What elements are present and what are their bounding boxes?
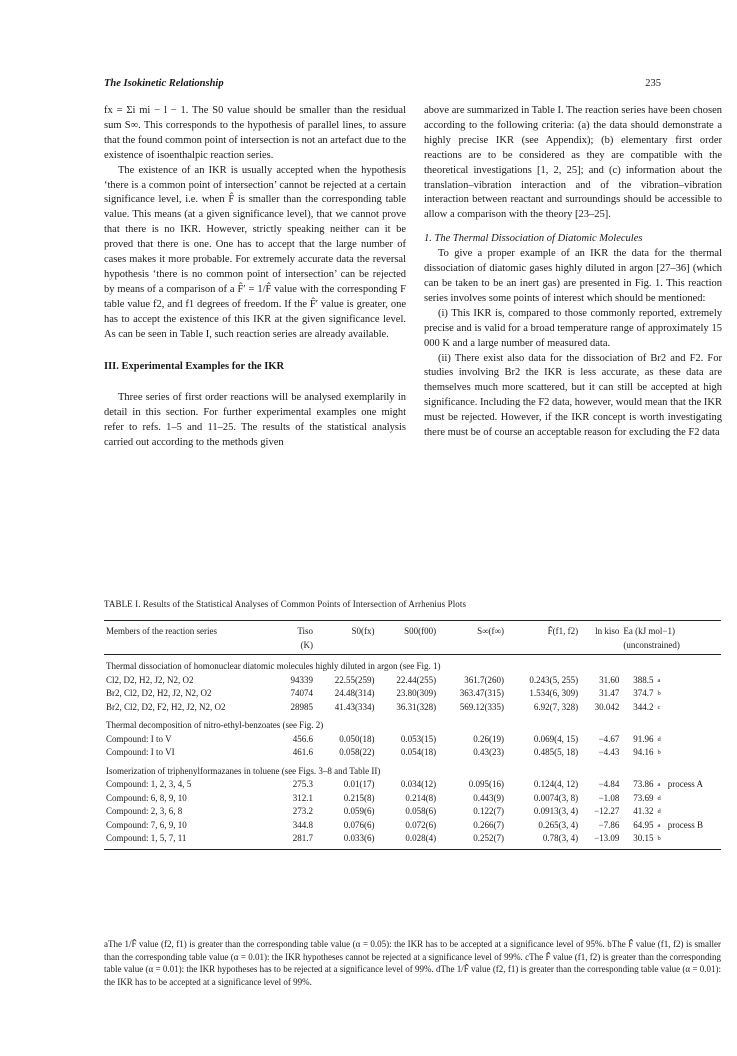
- cell-s0: 24.48(314): [334, 688, 375, 698]
- table-group-title: Thermal decomposition of nitro-ethyl-benzoates (see Fig. 2): [106, 720, 324, 730]
- cell-ea: 344.2: [633, 701, 654, 712]
- cell-side: [666, 832, 721, 849]
- cell-ea: 64.95: [633, 819, 654, 830]
- cell-ea: 41.32: [633, 806, 654, 816]
- paragraph: (i) This IKR is, compared to those commonly reported, extremely precise and is valid for a broad temperature range of approximately 15 000 K and a large number of measured data.: [424, 307, 722, 349]
- col-header-s00: S00(f00): [377, 621, 439, 639]
- table-body: [104, 655, 721, 850]
- running-title: The Isokinetic Relationship: [104, 78, 224, 89]
- cell-members: Compound: I to V: [106, 733, 172, 744]
- cell-note: a: [657, 676, 661, 684]
- cell-fhat: 0.78(3, 4): [506, 832, 580, 849]
- cell-tiso: 461.6: [292, 747, 314, 757]
- table-row: [104, 733, 721, 747]
- cell-lnk: 31.47: [599, 688, 620, 698]
- paragraph: (ii) There exist also data for the dissociation of Br2 and F2. For studies involving Br2 the IKR is less accurate, as these data are themselves much more scattered, but it can still be accepted at high significance. Including the F2 data, however, would mean that the IKR must be rejected. However, if the IKR concept is worth investigating there must be of course an acceptable reason for excluding the F2 data: [424, 352, 722, 439]
- cell-s00: 0.034(12): [400, 779, 437, 789]
- cell-tiso: 456.6: [292, 733, 314, 744]
- cell-side: process B: [667, 819, 703, 830]
- cell-note: b: [657, 690, 661, 697]
- cell-sinf: 0.43(23): [473, 747, 504, 757]
- cell-s0: 0.076(6): [343, 819, 375, 830]
- cell-members: Compound: I to VI: [106, 747, 175, 757]
- cell-fhat: 0.243(5, 255): [529, 674, 579, 685]
- cell-tiso: 281.7: [278, 832, 315, 849]
- cell-lnk: −1.08: [598, 792, 620, 803]
- cell-note: d: [657, 808, 661, 815]
- cell-members: Compound: 1, 5, 7, 11: [104, 832, 278, 849]
- cell-tiso: 312.1: [292, 792, 314, 803]
- table-group-title: Isomerization of triphenylformazanes in toluene (see Figs. 3–8 and Table II): [106, 765, 381, 776]
- cell-fhat: 0.485(5, 18): [533, 747, 579, 757]
- cell-note: d: [657, 794, 661, 802]
- cell-lnk: −7.86: [598, 819, 620, 830]
- table-row: [104, 674, 721, 688]
- cell-tiso: 344.8: [292, 819, 314, 830]
- cell-ea: 30.15: [621, 832, 655, 849]
- cell-side: [666, 687, 721, 701]
- section-heading: III. Experimental Examples for the IKR: [104, 360, 285, 372]
- cell-sinf: 0.252(7): [438, 832, 506, 849]
- col-header-lnk: ln kiso: [580, 621, 621, 639]
- cell-lnk: 31.60: [599, 674, 620, 685]
- cell-s00: 23.80(309): [396, 688, 437, 698]
- left-column: [104, 104, 406, 451]
- cell-note: c: [657, 703, 661, 711]
- table-row: [104, 746, 721, 760]
- cell-s00: 0.028(4): [377, 832, 439, 849]
- paragraph: To give a proper example of an IKR the data for the thermal dissociation of diatomic gases highly diluted in argon [27–36] (which can be taken to be an inert gas) are presented in Fig. 1. This reaction series involves some points of interest which should be mentioned:: [424, 248, 722, 304]
- process-a-label: process A: [667, 779, 703, 789]
- col-header-tiso-unit: (K): [278, 639, 315, 655]
- cell-tiso: 74074: [290, 688, 314, 698]
- cell-side: [666, 805, 721, 819]
- cell-lnk: −4.67: [598, 733, 620, 744]
- cell-note: d: [657, 735, 661, 743]
- cell-sinf: 0.26(19): [473, 733, 504, 744]
- cell-side: [666, 746, 721, 760]
- cell-s00: 0.072(6): [405, 819, 437, 830]
- table-footnotes: aThe 1/F̂ value (f2, f1) is greater than the corresponding table value (α = 0.05): the IKR has to be accepted at a significance level of 95%. bThe F̂ value (f1, f2) is smaller than the corresponding table value (α = 0.01): the IKR hypotheses cannot be rejected at a significance level of 99%. cThe F̂ value (f1, f2) is greater than the corresponding table value (α = 0.01): the IKR hypotheses has to be rejected at a significance level of 99%. dThe 1/F̂ value (f2, f1) is greater than the corresponding table value (α = 0.01): the IKR has to be accepted at a significance level of 99%.: [104, 939, 721, 987]
- cell-sinf: 569.12(335): [459, 701, 504, 712]
- cell-sinf: 361.7(260): [464, 674, 504, 685]
- cell-members: Compound: 6, 8, 9, 10: [106, 792, 187, 803]
- cell-s00: 0.058(6): [405, 806, 437, 816]
- table-group-title: Thermal dissociation of homonuclear diatomic molecules highly diluted in argon (see Fig. 1): [106, 661, 441, 671]
- col-header-sinf: S∞(f∞): [438, 621, 506, 639]
- cell-s0: 22.55(259): [334, 674, 375, 685]
- table-caption: TABLE I. Results of the Statistical Analyses of Common Points of Intersection of Arrhenius Plots: [104, 599, 467, 609]
- cell-ea: 94.16: [633, 747, 654, 757]
- paragraph: The existence of an IKR is usually accepted when the hypothesis ‘there is a common point of intersection’ cannot be rejected at a certain significance level, i.e. when F̂ is smaller than the corresponding table value. This means (at a given significance level), that we cannot prove that there is no IKR. However, strictly speaking neither can it be proved that there is one. One has to accept that the large number of cases makes it more probable. For extremely accurate data the reversal hypothesis ‘there is no common point of intersection’ can be rejected by means of a comparison of a F̂′ = 1/F̂ value with the corresponding F table value f2, and f1 degrees of freedom. If the F̂′ value is greater, one has to accept the existence of this IKR at the given significance level. As can be seen in Table I, such reaction series are already available.: [104, 164, 406, 340]
- cell-tiso: 28985: [290, 701, 314, 712]
- cell-fhat: 0.0074(3, 8): [533, 792, 579, 803]
- table-row: [104, 701, 721, 715]
- table-row: [104, 832, 721, 849]
- col-header-ea-note: (unconstrained): [621, 639, 721, 655]
- cell-s0: 0.058(22): [339, 747, 375, 757]
- cell-ea: 374.7: [633, 688, 654, 698]
- cell-members: Compound: 1, 2, 3, 4, 5: [106, 779, 192, 789]
- paragraph: above are summarized in Table I. The reaction series have been chosen according to the following criteria: (a) the data should demonstrate a highly precise IKR (see Appendix); (b) elementary first order reactions are to be considered as they are compatible with the theoretical investigations [1, 2, 25]; and (c) information about the translation–vibration interaction and of the vibration–vibration interaction between reactant and surroundings should be accessible to allow a comparison with the theory [23–25].: [424, 105, 722, 221]
- cell-s0: 0.050(18): [339, 733, 375, 744]
- cell-s0: 0.059(6): [343, 806, 375, 816]
- cell-lnk: −13.09: [580, 832, 621, 849]
- cell-members: Compound: 7, 6, 9, 10: [106, 819, 187, 830]
- cell-members: Br2, Cl2, D2, H2, J2, N2, O2: [106, 688, 212, 698]
- paragraph: fx = Σi mi − l − 1. The S0 value should be smaller than the residual sum S∞. This corresponds to the hypothesis of parallel lines, to assure that the found common point of intersection is not an artefact due to the existence of isoenthalpic reaction series.: [104, 105, 406, 161]
- cell-s00: 0.214(8): [405, 792, 437, 803]
- cell-sinf: 0.266(7): [473, 819, 504, 830]
- cell-side: [666, 792, 721, 806]
- col-header-fhat: F̂(f1, f2): [506, 621, 580, 639]
- cell-members: Compound: 2, 3, 6, 8: [106, 806, 183, 816]
- cell-fhat: 1.534(6, 309): [529, 688, 579, 698]
- cell-side: [666, 733, 721, 747]
- cell-sinf: 0.122(7): [473, 806, 504, 816]
- cell-lnk: −12.27: [594, 806, 620, 816]
- table-row: [104, 778, 721, 792]
- cell-side: [666, 674, 721, 688]
- cell-tiso: 275.3: [292, 779, 314, 789]
- col-header-tiso: Tiso: [278, 621, 315, 639]
- cell-s0: 0.033(6): [315, 832, 377, 849]
- cell-members: Cl2, D2, H2, J2, N2, O2: [106, 674, 194, 685]
- cell-note: a: [657, 821, 661, 829]
- cell-s00: 0.054(18): [400, 747, 437, 757]
- cell-side: [666, 701, 721, 715]
- results-table: [104, 620, 721, 850]
- cell-ea: 73.86: [633, 779, 654, 789]
- paragraph: Three series of first order reactions will be analysed exemplarily in detail in this section. For further experimental examples one might refer to refs. 1–5 and 11–25. The results of the statistical analysis carried out according to the methods given: [104, 392, 406, 449]
- table-row: [104, 805, 721, 819]
- cell-sinf: 0.095(16): [468, 779, 504, 789]
- cell-s0: 0.01(17): [343, 779, 375, 789]
- table-row: [104, 819, 721, 833]
- cell-tiso: 94339: [290, 674, 314, 685]
- cell-s00: 22.44(255): [396, 674, 437, 685]
- cell-fhat: 0.069(4, 15): [533, 733, 579, 744]
- cell-fhat: 6.92(7, 328): [533, 701, 579, 712]
- table-row: [104, 687, 721, 701]
- cell-note: b: [657, 749, 661, 756]
- running-header: [104, 78, 661, 94]
- cell-note: a: [657, 781, 661, 788]
- cell-note: b: [656, 832, 666, 849]
- col-header-members: Members of the reaction series: [104, 621, 278, 639]
- cell-sinf: 363.47(315): [459, 688, 504, 698]
- right-column: [424, 104, 722, 441]
- cell-lnk: −4.43: [598, 747, 620, 757]
- cell-s0: 41.43(334): [334, 701, 375, 712]
- cell-ea: 91.96: [633, 733, 654, 744]
- cell-sinf: 0.443(9): [473, 792, 504, 803]
- cell-s0: 0.215(8): [343, 792, 375, 803]
- cell-ea: 73.69: [633, 792, 654, 803]
- cell-fhat: 0.0913(3, 4): [533, 806, 579, 816]
- cell-ea: 388.5: [633, 674, 654, 685]
- col-header-s0: S0(fx): [315, 621, 377, 639]
- cell-fhat: 0.124(4, 12): [533, 779, 579, 789]
- cell-fhat: 0.265(3, 4): [538, 819, 579, 830]
- col-header-ea: Ea (kJ mol−1): [621, 621, 721, 639]
- cell-lnk: 30.042: [594, 701, 620, 712]
- cell-lnk: −4.84: [598, 779, 620, 789]
- page-number: 235: [645, 78, 661, 89]
- cell-s00: 36.31(328): [396, 701, 437, 712]
- cell-s00: 0.053(15): [400, 733, 437, 744]
- subsection-heading: 1. The Thermal Dissociation of Diatomic Molecules: [424, 233, 643, 245]
- cell-tiso: 273.2: [292, 806, 314, 816]
- table-row: [104, 792, 721, 806]
- cell-members: Br2, Cl2, D2, F2, H2, J2, N2, O2: [106, 701, 226, 712]
